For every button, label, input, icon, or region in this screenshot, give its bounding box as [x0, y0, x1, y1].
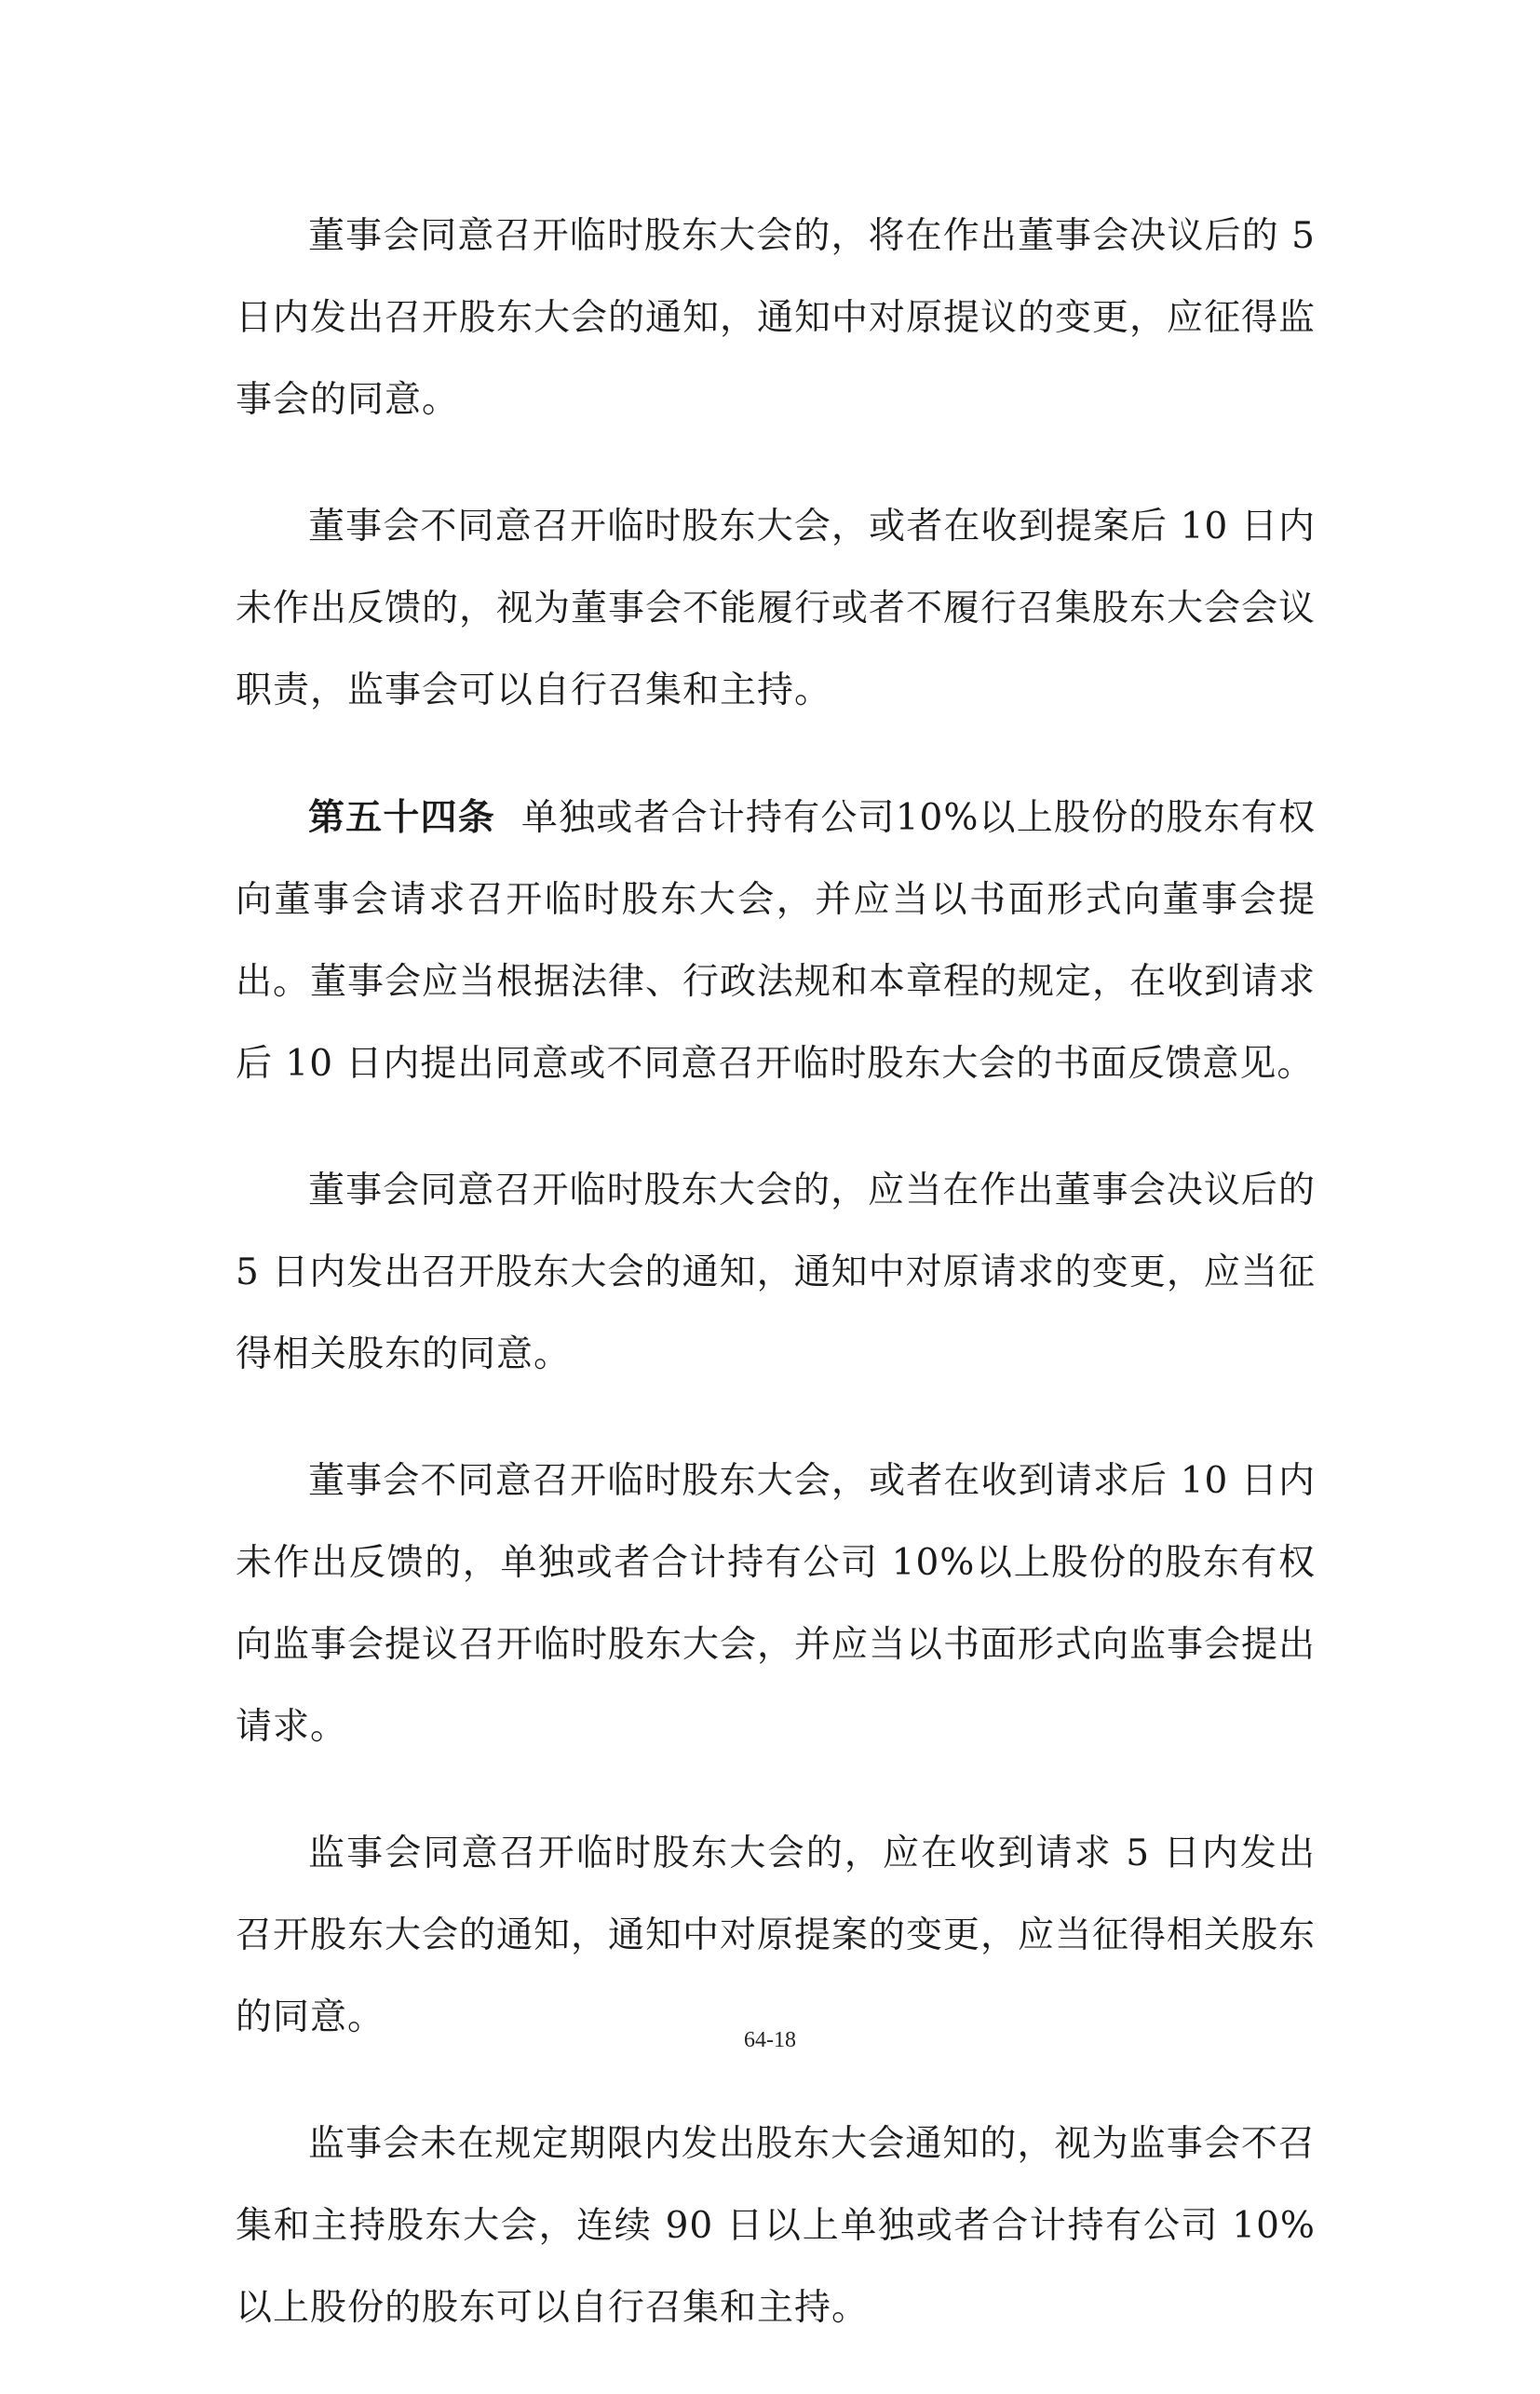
paragraph-text: 董事会不同意召开临时股东大会，或者在收到请求后 10 日内未作出反馈的，单独或者合计持有公司 10%以上股份的股东有权向监事会提议召开临时股东大会，并应当以书面形式向监事会提出请求。 — [236, 1460, 1317, 1748]
document-body — [236, 196, 1316, 2394]
paragraph-text: 监事会未在规定期限内发出股东大会通知的，视为监事会不召集和主持股东大会，连续 90 日以上单独或者合计持有公司 10%以上股份的股东可以自行召集和主持。 — [236, 2123, 1316, 2329]
paragraph-3-article-54 — [236, 777, 1316, 1105]
paragraph-2 — [236, 486, 1316, 732]
paragraph-4 — [236, 1150, 1316, 1396]
paragraph-5 — [236, 1440, 1316, 1768]
paragraph-text: 董事会同意召开临时股东大会的，将在作出董事会决议后的 5 日内发出召开股东大会的通知，通知中对原提议的变更，应征得监事会的同意。 — [236, 215, 1317, 421]
paragraph-text: 单独或者合计持有公司10%以上股份的股东有权向董事会请求召开临时股东大会，并应当以书面形式向董事会提出。董事会应当根据法律、行政法规和本章程的规定，在收到请求后 10 日内提出同意或不同意召开临时股东大会的书面反馈意见。 — [236, 797, 1317, 1085]
paragraph-6 — [236, 1813, 1316, 2059]
paragraph-7 — [236, 2103, 1316, 2349]
article-title: 第五十四条 — [308, 796, 495, 839]
paragraph-1 — [236, 196, 1316, 441]
paragraph-text: 董事会同意召开临时股东大会的，应当在作出董事会决议后的 5 日内发出召开股东大会的通知，通知中对原请求的变更，应当征得相关股东的同意。 — [236, 1170, 1316, 1375]
paragraph-text: 监事会同意召开临时股东大会的，应在收到请求 5 日内发出召开股东大会的通知，通知中对原提案的变更，应当征得相关股东的同意。 — [236, 1833, 1317, 2038]
paragraph-text: 董事会不同意召开临时股东大会，或者在收到提案后 10 日内未作出反馈的，视为董事会不能履行或者不履行召集股东大会会议职责，监事会可以自行召集和主持。 — [236, 506, 1317, 711]
page-number: 64-18 — [744, 2028, 796, 2052]
